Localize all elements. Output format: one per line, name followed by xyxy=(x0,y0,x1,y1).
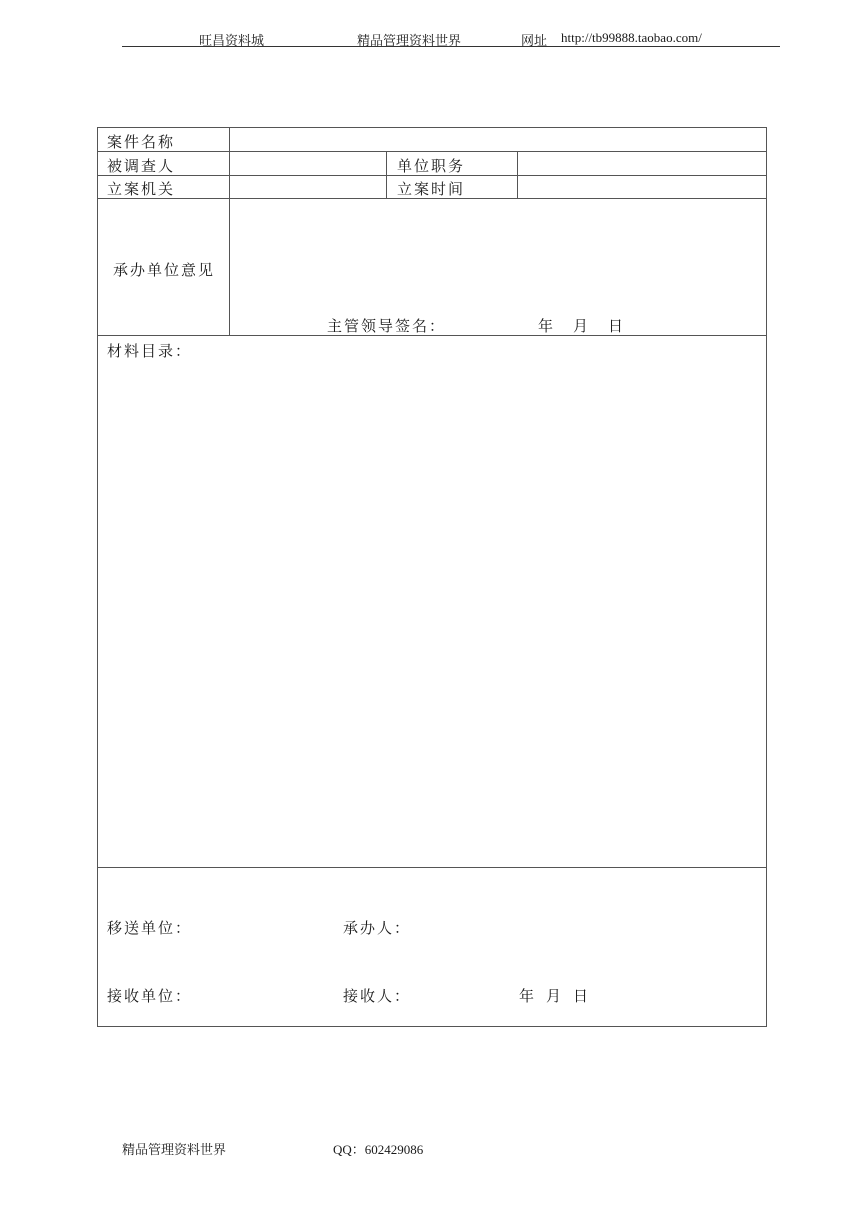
receipt-date-month-label: 月 xyxy=(546,987,564,1005)
unit-position-label: 单位职务 xyxy=(397,157,466,175)
date-day-label: 日 xyxy=(608,317,626,335)
materials-catalog-label: 材料目录： xyxy=(107,342,193,360)
footer-qq: QQ：602429086 xyxy=(333,1142,424,1157)
receipt-date-year-label: 年 xyxy=(519,987,537,1005)
sending-unit-label: 移送单位： xyxy=(107,919,193,937)
column-divider xyxy=(229,127,230,335)
receiving-unit-label: 接收单位： xyxy=(107,987,193,1005)
handling-unit-opinion-label: 承办单位意见 xyxy=(113,261,216,279)
row-divider xyxy=(97,867,767,868)
header-url-label: 网址 xyxy=(521,33,548,48)
row-divider xyxy=(97,151,767,152)
leader-signature-label: 主管领导签名： xyxy=(327,317,447,335)
filing-time-field[interactable] xyxy=(519,177,765,197)
investigated-person-label: 被调查人 xyxy=(107,157,176,175)
footer-title: 精品管理资料世界 xyxy=(122,1142,227,1157)
header-center-title: 精品管理资料世界 xyxy=(357,33,462,48)
case-name-field[interactable] xyxy=(231,129,765,150)
handling-unit-opinion-field[interactable] xyxy=(231,200,765,310)
column-divider xyxy=(517,151,518,198)
filing-authority-label: 立案机关 xyxy=(107,180,176,198)
header-site-name: 旺昌资料城 xyxy=(199,33,265,48)
filing-authority-field[interactable] xyxy=(231,177,385,197)
header-rule xyxy=(122,46,780,47)
case-name-label: 案件名称 xyxy=(107,133,176,151)
column-divider xyxy=(386,151,387,198)
handler-label: 承办人： xyxy=(343,919,412,937)
date-year-label: 年 xyxy=(538,317,556,335)
materials-catalog-field[interactable] xyxy=(99,362,765,864)
unit-position-field[interactable] xyxy=(519,153,765,174)
date-month-label: 月 xyxy=(573,317,591,335)
investigated-person-field[interactable] xyxy=(231,153,385,174)
header-url[interactable]: http://tb99888.taobao.com/ xyxy=(561,30,702,45)
receiver-label: 接收人： xyxy=(343,987,412,1005)
filing-time-label: 立案时间 xyxy=(397,180,466,198)
receipt-date-day-label: 日 xyxy=(573,987,591,1005)
